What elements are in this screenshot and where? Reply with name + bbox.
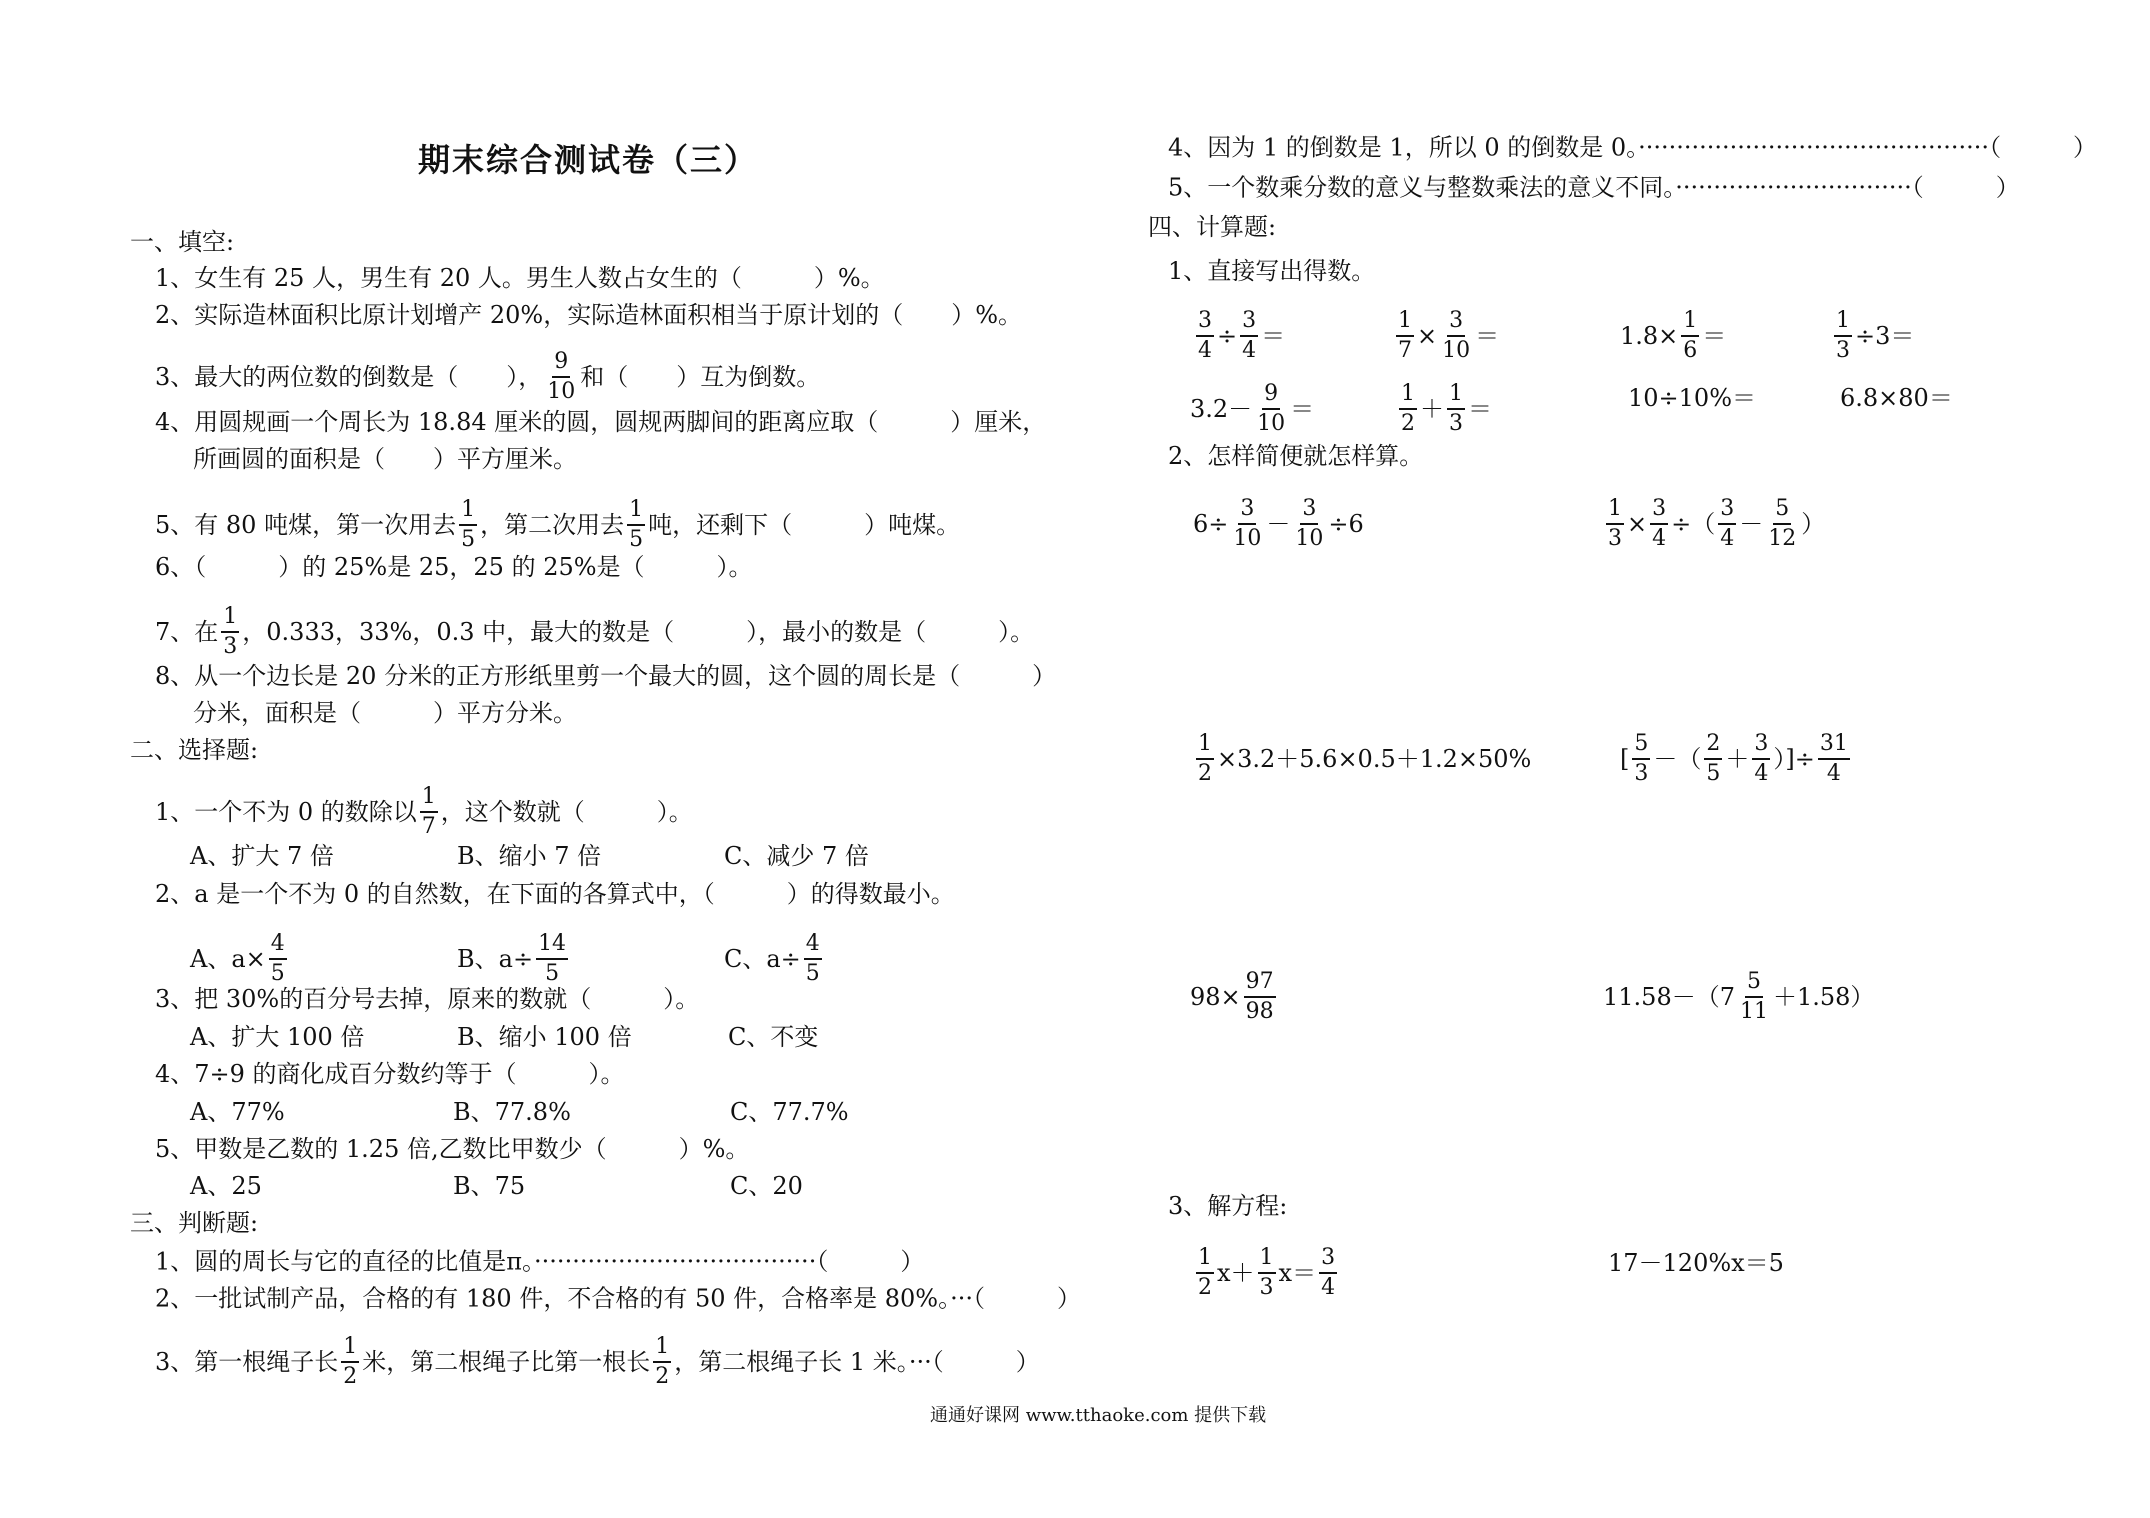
- fraction-denominator: 3: [1608, 526, 1622, 551]
- text-segment: （ ）: [1911, 173, 2020, 202]
- calc-r2-b: [1396, 380, 1492, 438]
- fraction-denominator: 3: [1259, 1275, 1274, 1300]
- text-segment: x＋: [1217, 1259, 1255, 1287]
- calc-r1-b: [1393, 307, 1499, 365]
- choice-q1-option-c: C、减少 7 倍: [724, 842, 869, 870]
- text-segment: C、a÷: [724, 945, 801, 973]
- fraction: [1834, 307, 1852, 365]
- fraction: [1319, 1244, 1337, 1302]
- fraction-numerator: 3: [1240, 307, 1258, 337]
- text-segment: 11.58－（7: [1603, 983, 1735, 1011]
- text-segment: 2、一批试制产品，合格的有 180 件，不合格的有 50 件，合格率是 80%。: [155, 1284, 951, 1313]
- text-segment: ÷: [1217, 322, 1238, 350]
- text-segment: （ ）: [1989, 133, 2098, 162]
- fraction-numerator: 1: [1606, 495, 1624, 525]
- text-segment: ×3.2＋5.6×0.5＋1.2×50%: [1217, 745, 1532, 773]
- fraction: [1258, 1244, 1276, 1302]
- fraction-numerator: 3: [1650, 495, 1668, 525]
- calc-r2-a: [1190, 380, 1314, 438]
- fraction-numerator: 1: [627, 496, 645, 526]
- fraction-numerator: 1: [1196, 1244, 1214, 1274]
- fraction-denominator: 10: [1257, 411, 1286, 436]
- fraction-numerator: 1: [1196, 730, 1214, 760]
- fraction: [459, 496, 477, 554]
- text-segment: [: [1620, 745, 1630, 773]
- text-segment: A、a×: [190, 945, 266, 973]
- text-segment: ÷6: [1328, 510, 1364, 538]
- text-segment: 7、在: [155, 618, 219, 646]
- fill-q3-text-b: 和（ ）互为倒数。: [580, 363, 821, 391]
- calc-expr-2: [1603, 495, 1825, 553]
- text-segment: 米，第二根绳子比第一根长: [362, 1348, 651, 1376]
- fraction-denominator: 98: [1245, 999, 1274, 1024]
- fraction: [1440, 307, 1472, 365]
- fraction-denominator: 5: [1706, 761, 1721, 786]
- fraction-denominator: 3: [1836, 338, 1850, 363]
- judge-q3: [155, 1333, 1040, 1391]
- choice-q2-option-b: [457, 930, 571, 988]
- fraction-denominator: 3: [1634, 761, 1649, 786]
- calc-r1-c: [1620, 307, 1726, 365]
- text-segment: 4、因为 1 的倒数是 1，所以 0 的倒数是 0。: [1168, 133, 1639, 162]
- section-fill-blank-heading: 一、填空:: [130, 228, 235, 256]
- text-segment: ＋: [1420, 395, 1444, 423]
- fraction-denominator: 4: [1321, 1275, 1336, 1300]
- choice-q5-option-b: B、75: [453, 1172, 526, 1200]
- fraction-numerator: 4: [804, 930, 822, 960]
- text-segment: ÷（: [1671, 510, 1716, 538]
- fraction: [1681, 307, 1699, 365]
- fraction: [1752, 730, 1770, 788]
- fraction-numerator: 3: [1447, 307, 1465, 337]
- choice-q3-option-c: C、不变: [728, 1023, 819, 1051]
- choice-q3: 3、把 30%的百分号去掉，原来的数就（ ）。: [155, 985, 700, 1013]
- section-choice-heading: 二、选择题:: [130, 736, 259, 764]
- fraction-numerator: 9: [1262, 380, 1280, 410]
- footer-credit: 通通好课网 www.tthaoke.com 提供下载: [930, 1405, 1267, 1426]
- choice-q5-option-a: A、25: [190, 1172, 262, 1200]
- fraction: [1704, 730, 1722, 788]
- text-segment: ，第二根绳子长 1 米。: [674, 1348, 909, 1376]
- text-segment: ＋1.58）: [1772, 983, 1875, 1011]
- fraction: [1447, 380, 1465, 438]
- choice-q4: 4、7÷9 的商化成百分数约等于（ ）。: [155, 1060, 625, 1088]
- fraction-numerator: 3: [1238, 495, 1256, 525]
- leader-dots: ···: [950, 1284, 973, 1313]
- fraction: [1399, 380, 1417, 438]
- text-segment: ，这个数就（ ）。: [440, 798, 693, 826]
- section-calc-heading: 四、计算题:: [1148, 213, 1277, 241]
- fraction: [1766, 495, 1798, 553]
- leader-dots: ·····································: [534, 1247, 817, 1276]
- text-segment: ，0.333，33%，0.3 中，最大的数是（ ），最小的数是（ ）。: [242, 618, 1035, 646]
- fraction: [1396, 307, 1414, 365]
- text-segment: －（: [1653, 745, 1702, 773]
- fill-q4-line2: 所画圆的面积是（ ）平方厘米。: [193, 445, 577, 473]
- text-segment: 5、一个数乘分数的意义与整数乘法的意义不同。: [1168, 173, 1676, 202]
- fraction-numerator: 1: [1681, 307, 1699, 337]
- fill-q3: [155, 348, 820, 406]
- judge-q5: [1168, 170, 2020, 204]
- choice-q4-option-b: B、77.8%: [453, 1098, 571, 1126]
- fraction: [1293, 495, 1325, 553]
- fraction: [1244, 968, 1276, 1026]
- choice-q1-option-a: A、扩大 7 倍: [190, 842, 334, 870]
- calc-r1-a: [1193, 307, 1285, 365]
- fraction-denominator: 2: [655, 1364, 670, 1389]
- fill-q7: [155, 603, 1034, 661]
- fraction-denominator: 7: [421, 814, 436, 839]
- fraction: [341, 1333, 359, 1391]
- calc-r2-c: 10÷10%＝: [1628, 384, 1756, 412]
- fraction: [804, 930, 822, 988]
- fraction-denominator: 2: [1198, 1275, 1212, 1300]
- fraction: [1196, 1244, 1214, 1302]
- section-judge-heading: 三、判断题:: [130, 1209, 259, 1237]
- fraction-denominator: 10: [1295, 526, 1324, 551]
- choice-q5-option-c: C、20: [730, 1172, 803, 1200]
- text-segment: （ ）: [973, 1284, 1081, 1313]
- fill-q6: 6、（ ）的 25%是 25，25 的 25%是（ ）。: [155, 553, 753, 581]
- choice-q4-option-c: C、77.7%: [730, 1098, 849, 1126]
- fraction: [653, 1333, 671, 1391]
- text-segment: 5、有 80 吨煤，第一次用去: [155, 511, 457, 539]
- calc-sub3-heading: 3、解方程:: [1168, 1192, 1288, 1220]
- calc-expr-1: [1193, 495, 1364, 553]
- fraction: [1240, 307, 1258, 365]
- fraction-numerator: 14: [536, 930, 568, 960]
- fraction: [1196, 307, 1214, 365]
- fraction-denominator: 4: [1242, 338, 1257, 363]
- fraction-numerator: 1: [459, 496, 477, 526]
- fraction-numerator: 31: [1818, 730, 1850, 760]
- calc-r2-d: 6.8×80＝: [1840, 384, 1953, 412]
- text-segment: ＝: [1261, 322, 1286, 350]
- judge-q2: [155, 1281, 1081, 1315]
- fraction-denominator: 3: [1449, 411, 1463, 436]
- fraction-numerator: 3: [1300, 495, 1318, 525]
- fraction-denominator: 2: [1401, 411, 1415, 436]
- fraction-numerator: 1: [1258, 1244, 1276, 1274]
- text-segment: 3.2－: [1190, 395, 1253, 423]
- fraction-denominator: 10: [1442, 338, 1471, 363]
- judge-q4: [1168, 130, 2097, 164]
- text-segment: ÷3＝: [1855, 322, 1915, 350]
- fraction-denominator: 10: [1233, 526, 1262, 551]
- choice-q2-option-a: [190, 930, 290, 988]
- fraction-numerator: 1: [221, 603, 239, 633]
- fraction: [1738, 968, 1770, 1026]
- choice-q1-option-b: B、缩小 7 倍: [457, 842, 602, 870]
- fraction-denominator: 4: [1720, 526, 1735, 551]
- fraction-numerator: 9: [552, 348, 570, 378]
- fraction-denominator: 2: [343, 1364, 358, 1389]
- text-segment: 1.8×: [1620, 322, 1679, 350]
- fraction-numerator: 1: [1399, 380, 1417, 410]
- fraction: [1196, 730, 1214, 788]
- fraction-denominator: 7: [1398, 338, 1412, 363]
- fraction: [1255, 380, 1287, 438]
- fraction-numerator: 1: [1834, 307, 1852, 337]
- fraction-denominator: 10: [547, 379, 576, 404]
- fraction-numerator: 97: [1244, 968, 1276, 998]
- fraction-numerator: 2: [1704, 730, 1722, 760]
- fraction-denominator: 4: [1754, 761, 1769, 786]
- fraction-denominator: 4: [1198, 338, 1212, 363]
- fraction-denominator: 11: [1739, 999, 1768, 1024]
- fraction-denominator: 4: [1826, 761, 1841, 786]
- leader-dots: ··············································: [1638, 133, 1990, 162]
- fraction-denominator: 5: [461, 527, 476, 552]
- fraction-numerator: 1: [341, 1333, 359, 1363]
- fraction: [1231, 495, 1263, 553]
- text-segment: （ ）: [816, 1247, 925, 1276]
- text-segment: ＋: [1725, 745, 1750, 773]
- choice-q5: 5、甲数是乙数的 1.25 倍,乙数比甲数少（ ）%。: [155, 1135, 750, 1163]
- text-segment: 6÷: [1193, 510, 1229, 538]
- fraction: [420, 783, 438, 841]
- text-segment: 吨，还剩下（ ）吨煤。: [648, 511, 961, 539]
- calc-sub1-heading: 1、直接写出得数。: [1168, 257, 1376, 285]
- fraction-numerator: 1: [1447, 380, 1465, 410]
- text-segment: ＝: [1702, 322, 1727, 350]
- fraction-numerator: 3: [1196, 307, 1214, 337]
- leader-dots: ·······························: [1675, 173, 1912, 202]
- calc-expr-3: [1193, 730, 1531, 788]
- fill-q5: [155, 496, 960, 554]
- fraction: [627, 496, 645, 554]
- fill-q1: 1、女生有 25 人，男生有 20 人。男生人数占女生的（ ）%。: [155, 264, 885, 292]
- calc-expr-6: [1603, 968, 1874, 1026]
- equation-1: [1193, 1244, 1340, 1302]
- fraction-denominator: 3: [223, 634, 238, 659]
- fraction: [1718, 495, 1736, 553]
- fill-q8-line1: 8、从一个边长是 20 分米的正方形纸里剪一个最大的圆，这个圆的周长是（ ）: [155, 662, 1057, 690]
- text-segment: x＝: [1278, 1259, 1317, 1287]
- leader-dots: ···: [908, 1348, 932, 1376]
- fraction: [1606, 495, 1624, 553]
- text-segment: ，第二次用去: [480, 511, 625, 539]
- fraction-denominator: 6: [1683, 338, 1698, 363]
- text-segment: ×: [1627, 510, 1648, 538]
- text-segment: B、a÷: [457, 945, 534, 973]
- fraction-numerator: 1: [420, 783, 438, 813]
- fraction-denominator: 12: [1768, 526, 1797, 551]
- fraction-numerator: 3: [1319, 1244, 1337, 1274]
- fill-q8-line2: 分米，面积是（ ）平方分米。: [193, 699, 577, 727]
- text-segment: （ ）: [931, 1348, 1040, 1376]
- choice-q3-option-a: A、扩大 100 倍: [190, 1023, 365, 1051]
- text-segment: ）]÷: [1773, 745, 1815, 773]
- choice-q1: [155, 783, 693, 841]
- calc-r1-d: [1831, 307, 1914, 365]
- text-segment: 3、第一根绳子长: [155, 1348, 339, 1376]
- choice-q2: 2、a 是一个不为 0 的自然数，在下面的各算式中，（ ）的得数最小。: [155, 880, 955, 908]
- fraction-numerator: 5: [1773, 495, 1791, 525]
- calc-expr-4: [1620, 730, 1853, 788]
- text-segment: ＝: [1475, 322, 1500, 350]
- fraction-numerator: 3: [1718, 495, 1736, 525]
- fraction-denominator: 5: [545, 961, 560, 986]
- fill-q3-text-a: 3、最大的两位数的倒数是（ ），: [155, 363, 543, 391]
- fraction: [1632, 730, 1650, 788]
- fraction-denominator: 5: [805, 961, 820, 986]
- choice-q2-option-c: [724, 930, 825, 988]
- choice-q4-option-a: A、77%: [190, 1098, 285, 1126]
- judge-q1: [155, 1244, 924, 1278]
- calc-sub2-heading: 2、怎样简便就怎样算。: [1168, 442, 1424, 470]
- fraction-numerator: 1: [653, 1333, 671, 1363]
- fraction-numerator: 5: [1632, 730, 1650, 760]
- fraction-denominator: 4: [1652, 526, 1667, 551]
- fraction-numerator: 1: [1396, 307, 1414, 337]
- fill-q4-line1: 4、用圆规画一个周长为 18.84 厘米的圆，圆规两脚间的距离应取（ ）厘米，: [155, 408, 1047, 436]
- fraction: [1650, 495, 1668, 553]
- fraction-numerator: 5: [1745, 968, 1763, 998]
- fraction: [269, 930, 287, 988]
- text-segment: 98×: [1190, 983, 1241, 1011]
- text-segment: 1、圆的周长与它的直径的比值是π。: [155, 1247, 535, 1276]
- page-title: 期末综合测试卷（三）: [418, 141, 759, 179]
- fill-q2: 2、实际造林面积比原计划增产 20%，实际造林面积相当于原计划的（ ）%。: [155, 301, 1023, 329]
- fraction-denominator: 5: [270, 961, 285, 986]
- text-segment: ＝: [1468, 395, 1492, 423]
- text-segment: －: [1266, 510, 1291, 538]
- text-segment: ×: [1417, 322, 1438, 350]
- fraction-numerator: 4: [269, 930, 287, 960]
- choice-q3-option-b: B、缩小 100 倍: [457, 1023, 632, 1051]
- fraction: [536, 930, 568, 988]
- fraction: [1818, 730, 1850, 788]
- text-segment: ）: [1801, 510, 1826, 538]
- fraction-denominator: 5: [629, 527, 644, 552]
- text-segment: ＝: [1290, 395, 1315, 423]
- calc-expr-5: [1190, 968, 1279, 1026]
- equation-2: 17－120%x＝5: [1608, 1249, 1784, 1277]
- fraction: [221, 603, 239, 661]
- text-segment: －: [1739, 510, 1764, 538]
- fraction-numerator: 3: [1752, 730, 1770, 760]
- fraction-denominator: 2: [1198, 761, 1212, 786]
- fraction: [545, 348, 577, 406]
- text-segment: 1、一个不为 0 的数除以: [155, 798, 417, 826]
